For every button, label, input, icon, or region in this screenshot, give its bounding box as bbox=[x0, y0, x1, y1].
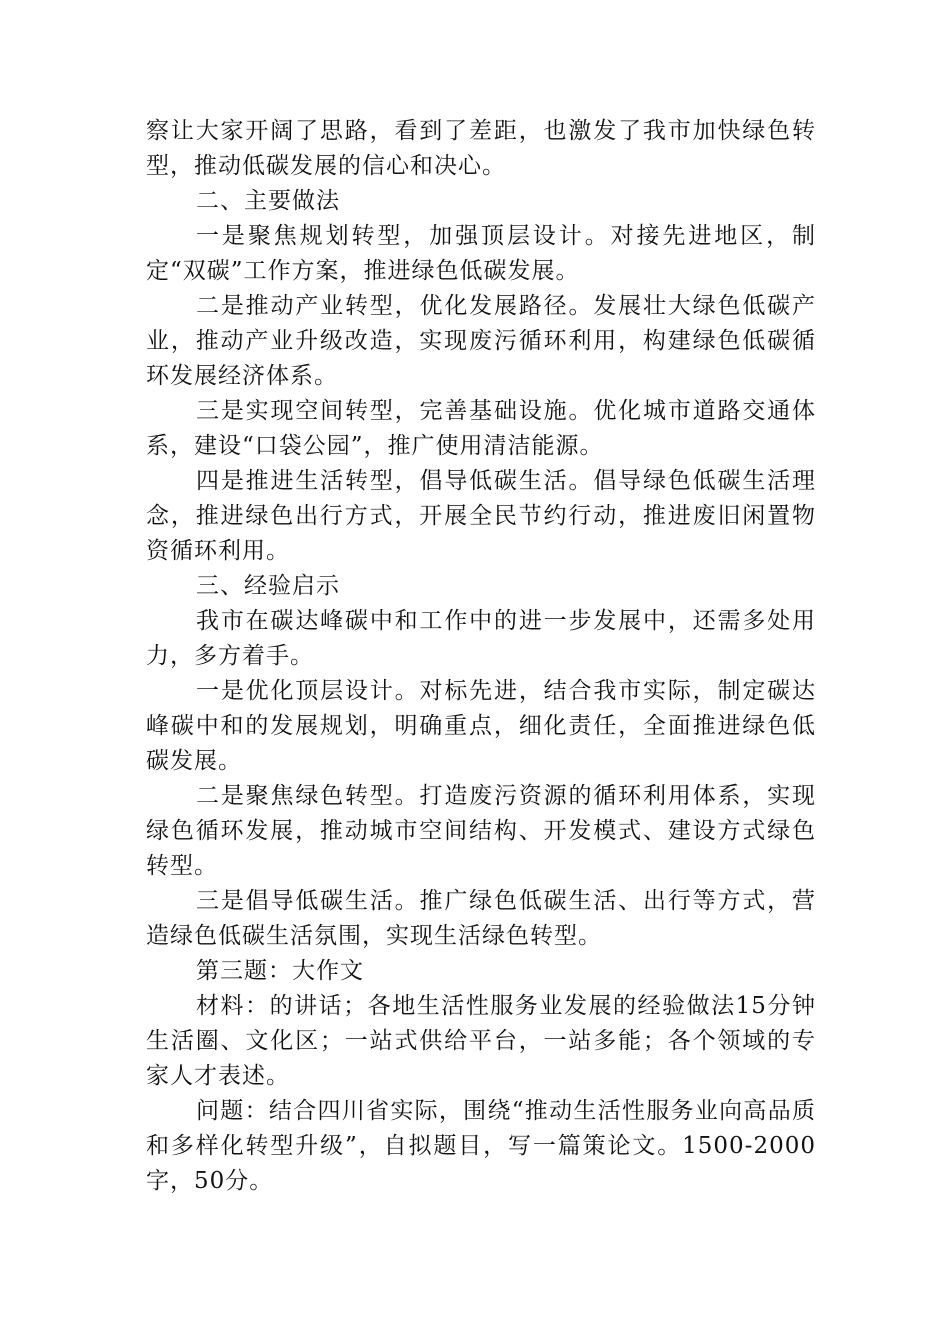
paragraph: 二是推动产业转型，优化发展路径。发展壮大绿色低碳产业，推动产业升级改造，实现废污循环利用，构建绿色低碳循环发展经济体系。 bbox=[146, 293, 816, 389]
paragraph: 材料：的讲话；各地生活性服务业发展的经验做法15分钟生活圈、文化区；一站式供给平台，一站多能；各个领域的专家人才表述。 bbox=[146, 993, 816, 1089]
document-body bbox=[146, 114, 816, 1199]
section-heading: 二、主要做法 bbox=[196, 188, 340, 214]
paragraph: 一是优化顶层设计。对标先进，结合我市实际，制定碳达峰碳中和的发展规划，明确重点，细化责任，全面推进绿色低碳发展。 bbox=[146, 678, 816, 774]
paragraph: 我市在碳达峰碳中和工作中的进一步发展中，还需多处用力，多方着手。 bbox=[146, 608, 816, 669]
paragraph: 二是聚焦绿色转型。打造废污资源的循环利用体系，实现绿色循环发展，推动城市空间结构、开发模式、建设方式绿色转型。 bbox=[146, 783, 816, 879]
paragraph: 察让大家开阔了思路，看到了差距，也激发了我市加快绿色转型，推动低碳发展的信心和决心。 bbox=[146, 118, 816, 179]
section-heading: 第三题：大作文 bbox=[196, 958, 364, 984]
paragraph: 三是实现空间转型，完善基础设施。优化城市道路交通体系，建设“口袋公园”，推广使用清洁能源。 bbox=[146, 398, 816, 459]
section-heading: 三、经验启示 bbox=[196, 573, 340, 599]
paragraph: 一是聚焦规划转型，加强顶层设计。对接先进地区，制定“双碳”工作方案，推进绿色低碳发展。 bbox=[146, 223, 816, 284]
paragraph: 问题：结合四川省实际，围绕“推动生活性服务业向高品质和多样化转型升级”，自拟题目，写一篇策论文。1500-2000字，50分。 bbox=[146, 1098, 816, 1194]
paragraph: 三是倡导低碳生活。推广绿色低碳生活、出行等方式，营造绿色低碳生活氛围，实现生活绿色转型。 bbox=[146, 888, 816, 949]
paragraph: 四是推进生活转型，倡导低碳生活。倡导绿色低碳生活理念，推进绿色出行方式，开展全民节约行动，推进废旧闲置物资循环利用。 bbox=[146, 468, 816, 564]
